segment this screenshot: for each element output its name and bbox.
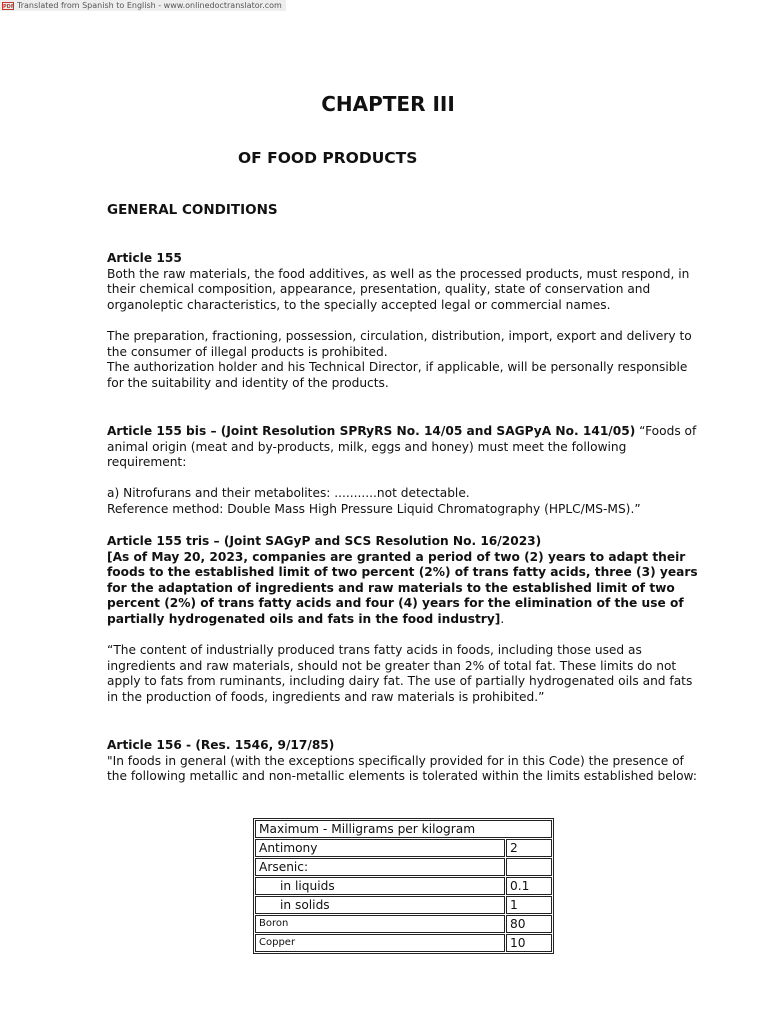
translation-banner[interactable] <box>0 0 286 11</box>
article-155 <box>107 251 707 391</box>
element-name: Arsenic: <box>255 858 505 876</box>
element-limit: 2 <box>506 839 552 857</box>
chapter-subtitle: OF FOOD PRODUCTS <box>238 149 418 167</box>
article-155-tris-note <box>107 550 707 628</box>
article-155-tris-note-end: . <box>500 611 505 626</box>
table-row <box>255 839 552 857</box>
element-limit: 1 <box>506 896 552 914</box>
table-row <box>255 896 552 914</box>
article-155-paragraph-2: The preparation, fractioning, possession, circulation, distribution, import, export and delivery to the consumer of illegal products is prohibited. <box>107 328 692 359</box>
article-155-tris-heading: Article 155 tris – (Joint SAGyP and SCS Resolution No. 16/2023) <box>107 534 542 548</box>
article-155-bis-text: “Foods of animal origin (meat and by-products, milk, eggs and honey) must meet the following requirement: <box>107 424 697 470</box>
pdf-translator-icon: PDF <box>3 3 15 10</box>
article-156-text: "In foods in general (with the exceptions specifically provided for in this Code) the presence of the following metallic and non-metallic elements is tolerated within the limits established below: <box>107 753 697 784</box>
element-limit: 80 <box>506 915 552 933</box>
element-name: Antimony <box>255 839 505 857</box>
article-155-bis <box>107 424 707 518</box>
element-name: Copper <box>255 934 505 952</box>
element-name: in solids <box>255 896 505 914</box>
article-155-paragraph-3: The authorization holder and his Technical Director, if applicable, will be personally responsible for the suitability and identity of the products. <box>107 360 688 390</box>
article-155-tris <box>107 534 707 706</box>
metals-limits-table <box>253 818 554 954</box>
element-name: in liquids <box>255 877 505 895</box>
article-155-bis-intro <box>107 424 707 471</box>
chapter-title: CHAPTER III <box>321 92 455 116</box>
article-155-heading: Article 155 <box>107 251 182 265</box>
article-156-heading: Article 156 - (Res. 1546, 9/17/85) <box>107 738 335 752</box>
element-limit: 0.1 <box>506 877 552 895</box>
article-155-bis-heading: Article 155 bis – (Joint Resolution SPRyRS No. 14/05 and SAGPyA No. 141/05) <box>107 424 636 438</box>
table-header-row <box>255 820 552 838</box>
table-row <box>255 877 552 895</box>
article-155-tris-bold-note: [As of May 20, 2023, companies are granted a period of two (2) years to adapt their foods to the established limit of two percent (2%) of trans fatty acids, three (3) years for the adaptation of ingredients and raw materials to the established limit of two percent (2%) of trans fatty acids and four (4) years for the elimination of the use of partially hydrogenated oils and fats in the food industry] <box>107 549 698 626</box>
article-155-tris-quote: “The content of industrially produced trans fatty acids in foods, including those used as ingredients and raw materials, should not be greater than 2% of total fat. These limits do not apply to fats from ruminants, including dairy fat. The use of partially hydrogenated oils and fats in the production of foods, ingredients and raw materials is prohibited.” <box>107 643 693 704</box>
table-header: Maximum - Milligrams per kilogram <box>255 820 552 838</box>
table-row <box>255 858 552 876</box>
article-155-bis-item: a) Nitrofurans and their metabolites: ...........not detectable. <box>107 486 470 501</box>
element-limit: 10 <box>506 934 552 952</box>
article-156 <box>107 738 707 785</box>
element-name: Boron <box>255 915 505 933</box>
table-row <box>255 915 552 933</box>
element-limit <box>506 858 552 876</box>
article-155-bis-method: Reference method: Double Mass High Pressure Liquid Chromatography (HPLC/MS-MS).” <box>107 501 641 516</box>
article-155-paragraph-1: Both the raw materials, the food additives, as well as the processed products, must respond, in their chemical composition, appearance, presentation, quality, state of conservation and organoleptic characteristics, to the specially accepted legal or commercial names. <box>107 266 690 312</box>
banner-text: Translated from Spanish to English - www.onlinedoctranslator.com <box>17 1 282 10</box>
section-heading: GENERAL CONDITIONS <box>107 202 278 218</box>
table-row <box>255 934 552 952</box>
